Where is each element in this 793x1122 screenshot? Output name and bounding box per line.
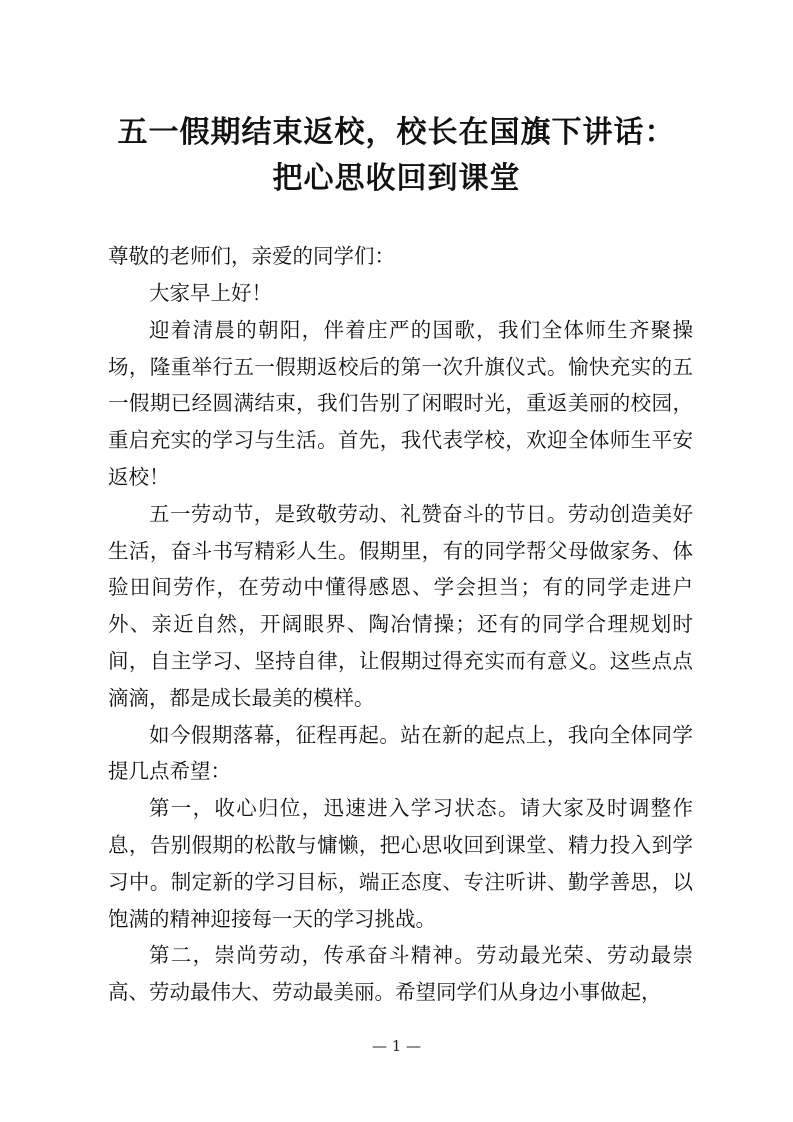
- page-number: — 1 —: [371, 1037, 422, 1055]
- paragraph-greeting: 大家早上好！: [149, 281, 272, 305]
- paragraph-first-hope: 第一，收心归位，迅速进入学习状态。请大家及时调整作息，告别假期的松散与慵懒，把心思收回到课堂、精力投入到学习中。制定新的学习目标，端正态度、专注听讲、勤学善思，以饱满的精神迎接每一天的学习挑战。: [108, 796, 693, 931]
- paragraph-labor-day: 五一劳动节，是致敬劳动、礼赞奋斗的节日。劳动创造美好生活，奋斗书写精彩人生。假期里，有的同学帮父母做家务、体验田间劳作，在劳动中懂得感恩、学会担当；有的同学走进户外、亲近自然，开阔眼界、陶冶情操；还有的同学合理规划时间，自主学习、坚持自律，让假期过得充实而有意义。这些点点滴滴，都是成长最美的模样。: [108, 501, 693, 710]
- document-title-line-2: 把心思收回到课堂: [272, 161, 521, 196]
- paragraph-second-hope: 第二，崇尚劳动，传承奋斗精神。劳动最光荣、劳动最崇高、劳动最伟大、劳动最美丽。希望同学们从身边小事做起，: [108, 943, 693, 1005]
- paragraph-hopes-intro: 如今假期落幕，征程再起。站在新的起点上，我向全体同学提几点希望：: [108, 722, 693, 784]
- speech-body: [108, 275, 693, 1011]
- salutation: 尊敬的老师们，亲爱的同学们：: [108, 244, 395, 268]
- document-title-line-1: 五一假期结束返校，校长在国旗下讲话：: [117, 115, 676, 150]
- paragraph-opening: 迎着清晨的朝阳，伴着庄严的国歌，我们全体师生齐聚操场，隆重举行五一假期返校后的第一次升旗仪式。愉快充实的五一假期已经圆满结束，我们告别了闲暇时光，重返美丽的校园，重启充实的学习与生活。首先，我代表学校，欢迎全体师生平安返校！: [108, 317, 693, 489]
